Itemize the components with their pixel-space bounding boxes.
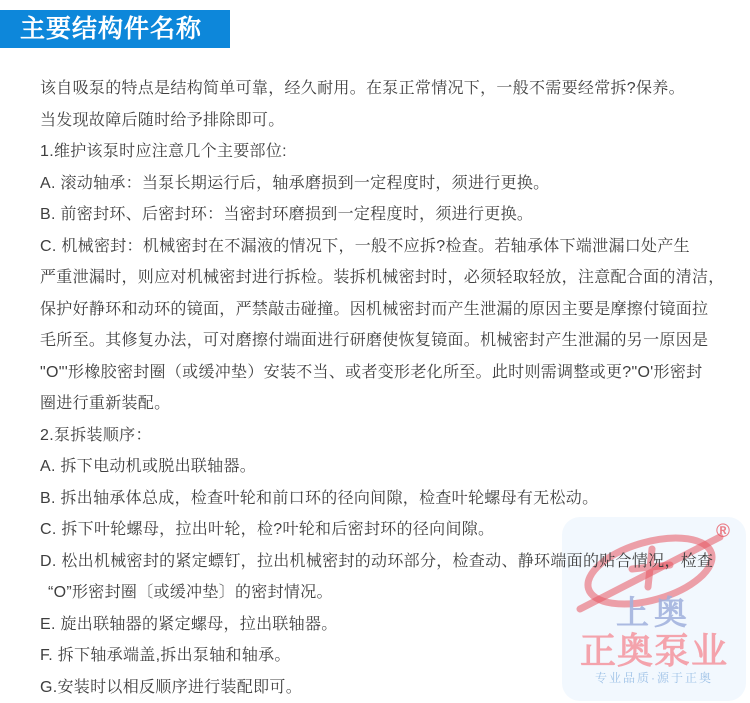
text-line: 毛所至。其修复办法，可对磨擦付端面进行研磨使恢复镜面。机械密封产生泄漏的另一原因是: [40, 325, 746, 357]
brand-name-top: 上奥: [562, 587, 746, 634]
text-line: “O”形密封圈〔或缓冲垫〕的密封情况。: [40, 577, 746, 609]
text-line: A. 拆下电动机或脱出联轴器。: [40, 451, 746, 483]
text-line: "O"'形橡胶密封圈（或缓冲垫）安装不当、或者变形老化所至。此时则需调整或更?"O'形密封: [40, 357, 746, 389]
text-line: F. 拆下轴承端盖,拆出泵轴和轴承。: [40, 640, 746, 672]
brand-slogan: 专业品质·源于正奥: [562, 669, 746, 686]
brand-name-main: 正奥泵业: [562, 623, 746, 674]
text-line: D. 松出机械密封的紧定螵钉，拉出机械密封的动环部分，检查动、静环端面的贴合情况，检查: [40, 546, 746, 578]
text-line: B. 拆出轴承体总成，检查叶轮和前口环的径向间隙，检查叶轮螺母有无松动。: [40, 483, 746, 515]
document-body: [40, 73, 746, 703]
text-line: 2.泵拆装顺序：: [40, 420, 746, 452]
text-line: 1.维护该泵时应注意几个主要部位:: [40, 136, 746, 168]
page-title: 主要结构件名称: [20, 15, 202, 43]
text-line: G.安装时以相反顺序进行装配即可。: [40, 672, 746, 703]
text-line: A. 滚动轴承：当泵长期运行后，轴承磨损到一定程度时，须进行更换。: [40, 168, 746, 200]
page-title-banner: [0, 10, 230, 48]
text-line: 当发现故障后随时给予排除即可。: [40, 105, 746, 137]
registered-trademark-icon: ®: [716, 521, 730, 543]
text-line: C. 机械密封：机械密封在不漏液的情况下，一般不应拆?检查。若轴承体下端泄漏口处产生: [40, 231, 746, 263]
text-line: 该自吸泵的特点是结构简单可靠，经久耐用。在泵正常情况下，一般不需要经常拆?保养。: [40, 73, 746, 105]
text-line: 严重泄漏时，则应对机械密封进行拆检。装拆机械密封时，必须轻取轻放，注意配合面的清洁，: [40, 262, 746, 294]
text-line: 保护好静环和动环的镜面，严禁敲击碰撞。因机械密封而产生泄漏的原因主要是摩擦付镜面拉: [40, 294, 746, 326]
text-line: B. 前密封环、后密封环：当密封环磨损到一定程度时，须进行更换。: [40, 199, 746, 231]
text-line: E. 旋出联轴器的紧定螺母，拉出联轴器。: [40, 609, 746, 641]
text-line: 圈进行重新装配。: [40, 388, 746, 420]
text-line: C. 拆下叶轮螺母，拉出叶轮，检?叶轮和后密封环的径向间隙。: [40, 514, 746, 546]
